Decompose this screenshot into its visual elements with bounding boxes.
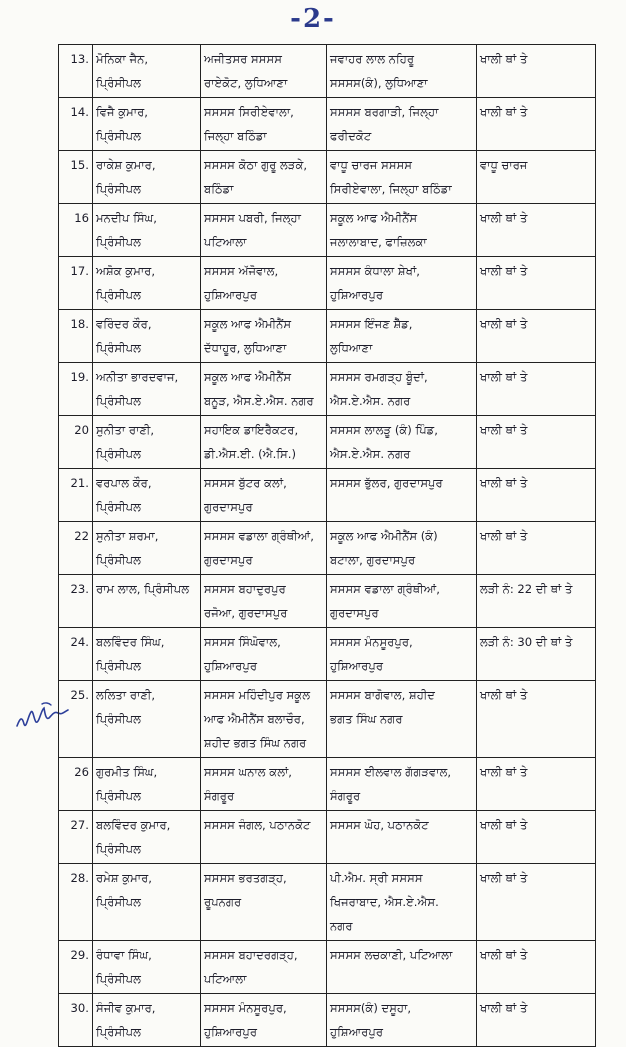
name-cell: ਸੁਨੀਤਾ ਸ਼ਰਮਾ, ਪ੍ਰਿੰਸੀਪਲ: [93, 522, 201, 575]
serial-number-cell: 30.: [59, 994, 93, 1047]
name-cell: ਸੁਨੀਤਾ ਰਾਣੀ, ਪ੍ਰਿੰਸੀਪਲ: [93, 416, 201, 469]
remark-cell: ਖਾਲੀ ਥਾਂ ਤੇ: [477, 994, 596, 1047]
serial-number-cell: 20: [59, 416, 93, 469]
serial-number-cell: 26: [59, 758, 93, 811]
serial-number-cell: 21.: [59, 469, 93, 522]
from-school-cell: ਸਕੂਲ ਆਫ ਐਮੀਨੈਂਸ ਬਨੂੜ, ਐਸ.ਏ.ਐਸ. ਨਗਰ: [201, 363, 327, 416]
from-school-cell: ਸਸਸਸ ਜੰਗਲ, ਪਠਾਨਕੋਟ: [201, 811, 327, 864]
from-school-cell: ਸਹਾਇਕ ਡਾਇਰੈਕਟਰ, ਡੀ.ਐਸ.ਈ. (ਐ.ਸਿ.): [201, 416, 327, 469]
name-cell: ਰਾਮ ਲਾਲ, ਪ੍ਰਿੰਸੀਪਲ: [93, 575, 201, 628]
to-school-cell: ਸਸਸਸ ਕੰਧਾਲਾ ਸ਼ੇਖਾਂ, ਹੁਸ਼ਿਆਰਪੁਰ: [327, 257, 477, 310]
to-school-cell: ਸਸਸਸ ਲਚਕਾਣੀ, ਪਟਿਆਲਾ: [327, 941, 477, 994]
remark-cell: ਖਾਲੀ ਥਾਂ ਤੇ: [477, 416, 596, 469]
from-school-cell: ਸਸਸਸ ਭਰਤਗੜ੍ਹ, ਰੂਪਨਗਰ: [201, 864, 327, 941]
table-row: [59, 469, 596, 522]
from-school-cell: ਸਸਸਸ ਮੰਨਸੂਰਪੁਰ, ਹੁਸ਼ਿਆਰਪੁਰ: [201, 994, 327, 1047]
serial-number-cell: 18.: [59, 310, 93, 363]
remark-cell: ਲੜੀ ਨੰ: 30 ਦੀ ਥਾਂ ਤੇ: [477, 628, 596, 681]
serial-number-cell: 28.: [59, 864, 93, 941]
remark-cell: ਖਾਲੀ ਥਾਂ ਤੇ: [477, 45, 596, 98]
table-row: [59, 257, 596, 310]
table-row: [59, 628, 596, 681]
to-school-cell: ਜਵਾਹਰ ਲਾਲ ਨਹਿਰੂ ਸਸਸਸ(ਕੰ), ਲੁਧਿਆਣਾ: [327, 45, 477, 98]
name-cell: ਗੁਰਮੀਤ ਸਿੰਘ, ਪ੍ਰਿੰਸੀਪਲ: [93, 758, 201, 811]
serial-number-cell: 29.: [59, 941, 93, 994]
remark-cell: ਖਾਲੀ ਥਾਂ ਤੇ: [477, 758, 596, 811]
to-school-cell: ਵਾਧੂ ਚਾਰਜ ਸਸਸਸ ਸਿਰੀਏਵਾਲਾ, ਜਿਲ੍ਹਾ ਬਠਿੰਡਾ: [327, 151, 477, 204]
to-school-cell: ਸਸਸਸ ਵਡਾਲਾ ਗ੍ਰੰਥੀਆਂ, ਗੁਰਦਾਸਪੁਰ: [327, 575, 477, 628]
from-school-cell: ਸਸਸਸ ਸਿਰੀਏਵਾਲਾ, ਜਿਲ੍ਹਾ ਬਠਿੰਡਾ: [201, 98, 327, 151]
table-row: [59, 310, 596, 363]
to-school-cell: ਸਸਸਸ ਬਰਗਾੜੀ, ਜਿਲ੍ਹਾ ਫਰੀਦਕੋਟ: [327, 98, 477, 151]
name-cell: ਬਲਵਿੰਦਰ ਕੁਮਾਰ, ਪ੍ਰਿੰਸੀਪਲ: [93, 811, 201, 864]
table-row: [59, 522, 596, 575]
table-row: [59, 45, 596, 98]
name-cell: ਬਲਵਿੰਦਰ ਸਿੰਘ, ਪ੍ਰਿੰਸੀਪਲ: [93, 628, 201, 681]
to-school-cell: ਸਸਸਸ ਭੁੱਲਰ, ਗੁਰਦਾਸਪੁਰ: [327, 469, 477, 522]
table-row: [59, 151, 596, 204]
remark-cell: ਖਾਲੀ ਥਾਂ ਤੇ: [477, 257, 596, 310]
remark-cell: ਵਾਧੂ ਚਾਰਜ: [477, 151, 596, 204]
table-row: [59, 941, 596, 994]
to-school-cell: ਸਕੂਲ ਆਫ ਐਮੀਨੈਂਸ ਜਲਾਲਾਬਾਦ, ਫਾਜ਼ਿਲਕਾ: [327, 204, 477, 257]
remark-cell: ਖਾਲੀ ਥਾਂ ਤੇ: [477, 98, 596, 151]
from-school-cell: ਸਸਸਸ ਪਬਰੀ, ਜਿਲ੍ਹਾ ਪਟਿਆਲਾ: [201, 204, 327, 257]
remark-cell: ਖਾਲੀ ਥਾਂ ਤੇ: [477, 204, 596, 257]
serial-number-cell: 17.: [59, 257, 93, 310]
remark-cell: ਖਾਲੀ ਥਾਂ ਤੇ: [477, 681, 596, 758]
to-school-cell: ਸਸਸਸ ਰਮਗੜ੍ਹ ਬੂੰਦਾਂ, ਐਸ.ਏ.ਐਸ. ਨਗਰ: [327, 363, 477, 416]
from-school-cell: ਅਜੀਤਸਰ ਸਸਸਸ ਰਾਏਕੋਟ, ਲੁਧਿਆਣਾ: [201, 45, 327, 98]
serial-number-cell: 13.: [59, 45, 93, 98]
from-school-cell: ਸਕੂਲ ਆਫ ਐਮੀਨੈਂਸ ਦੱਧਾਹੂਰ, ਲੁਧਿਆਣਾ: [201, 310, 327, 363]
from-school-cell: ਸਸਸਸ ਬਹਾਦੁਰਪੁਰ ਰਜੋਆ, ਗੁਰਦਾਸਪੁਰ: [201, 575, 327, 628]
serial-number-cell: 16: [59, 204, 93, 257]
serial-number-cell: 25.: [59, 681, 93, 758]
serial-number-cell: 15.: [59, 151, 93, 204]
serial-number-cell: 14.: [59, 98, 93, 151]
serial-number-cell: 23.: [59, 575, 93, 628]
table-row: [59, 363, 596, 416]
to-school-cell: ਸਕੂਲ ਆਫ ਐਮੀਨੈਂਸ (ਕੰ) ਬਟਾਲਾ, ਗੁਰਦਾਸਪੁਰ: [327, 522, 477, 575]
name-cell: ਸੰਜੀਵ ਕੁਮਾਰ, ਪ੍ਰਿੰਸੀਪਲ: [93, 994, 201, 1047]
to-school-cell: ਸਸਸਸ(ਕੰ) ਦਸੂਹਾ, ਹੁਸ਼ਿਆਰਪੁਰ: [327, 994, 477, 1047]
name-cell: ਵਿਜੈ ਕੁਮਾਰ, ਪ੍ਰਿੰਸੀਪਲ: [93, 98, 201, 151]
from-school-cell: ਸਸਸਸ ਘਨਾਲ ਕਲਾਂ, ਸੰਗਰੂਰ: [201, 758, 327, 811]
to-school-cell: ਸਸਸਸ ਈਲਵਾਲ ਗੱਗੜਵਾਲ, ਸੰਗਰੂਰ: [327, 758, 477, 811]
serial-number-cell: 22: [59, 522, 93, 575]
from-school-cell: ਸਸਸਸ ਬਹਾਦਰਗੜ੍ਹ, ਪਟਿਆਲਾ: [201, 941, 327, 994]
name-cell: ਅਨੀਤਾ ਭਾਰਦਵਾਜ, ਪ੍ਰਿੰਸੀਪਲ: [93, 363, 201, 416]
transfer-orders-table: [58, 44, 596, 1047]
remark-cell: ਖਾਲੀ ਥਾਂ ਤੇ: [477, 310, 596, 363]
remark-cell: ਖਾਲੀ ਥਾਂ ਤੇ: [477, 864, 596, 941]
name-cell: ਮਨਦੀਪ ਸਿੰਘ, ਪ੍ਰਿੰਸੀਪਲ: [93, 204, 201, 257]
table-row: [59, 811, 596, 864]
remark-cell: ਖਾਲੀ ਥਾਂ ਤੇ: [477, 363, 596, 416]
to-school-cell: ਸਸਸਸ ਇੰਜਣ ਸ਼ੈੱਡ, ਲੁਧਿਆਣਾ: [327, 310, 477, 363]
table-row: [59, 758, 596, 811]
from-school-cell: ਸਸਸਸ ਵਡਾਲਾ ਗ੍ਰੰਥੀਆਂ, ਗੁਰਦਾਸਪੁਰ: [201, 522, 327, 575]
name-cell: ਵਰਪਾਲ ਕੌਰ, ਪ੍ਰਿੰਸੀਪਲ: [93, 469, 201, 522]
table-row: [59, 681, 596, 758]
table-row: [59, 994, 596, 1047]
table-row: [59, 575, 596, 628]
table-row: [59, 204, 596, 257]
name-cell: ਰੰਧਾਵਾ ਸਿੰਘ, ਪ੍ਰਿੰਸੀਪਲ: [93, 941, 201, 994]
page-number: -2-: [290, 4, 336, 34]
from-school-cell: ਸਸਸਸ ਸਿੰਘੋਵਾਲ, ਹੁਸ਼ਿਆਰਪੁਰ: [201, 628, 327, 681]
remark-cell: ਲੜੀ ਨੰ: 22 ਦੀ ਥਾਂ ਤੇ: [477, 575, 596, 628]
to-school-cell: ਪੀ.ਐਮ. ਸ੍ਰੀ ਸਸਸਸ ਖਿਜਰਾਬਾਦ, ਐਸ.ਏ.ਐਸ. ਨਗਰ: [327, 864, 477, 941]
to-school-cell: ਸਸਸਸ ਬਾਗੋਵਾਲ, ਸ਼ਹੀਦ ਭਗਤ ਸਿੰਘ ਨਗਰ: [327, 681, 477, 758]
table-row: [59, 416, 596, 469]
table-row: [59, 864, 596, 941]
name-cell: ਰਾਕੇਸ਼ ਕੁਮਾਰ, ਪ੍ਰਿੰਸੀਪਲ: [93, 151, 201, 204]
from-school-cell: ਸਸਸਸ ਕੋਠਾ ਗੁਰੂ ਲੜਕੇ, ਬਠਿੰਡਾ: [201, 151, 327, 204]
from-school-cell: ਸਸਸਸ ਬੁੱਟਰ ਕਲਾਂ, ਗੁਰਦਾਸਪੁਰ: [201, 469, 327, 522]
name-cell: ਮੋਨਿਕਾ ਜੈਨ, ਪ੍ਰਿੰਸੀਪਲ: [93, 45, 201, 98]
name-cell: ਅਸ਼ੋਕ ਕੁਮਾਰ, ਪ੍ਰਿੰਸੀਪਲ: [93, 257, 201, 310]
serial-number-cell: 24.: [59, 628, 93, 681]
name-cell: ਰਮੇਸ਼ ਕੁਮਾਰ, ਪ੍ਰਿੰਸੀਪਲ: [93, 864, 201, 941]
to-school-cell: ਸਸਸਸ ਮੰਨਸੂਰਪੁਰ, ਹੁਸ਼ਿਆਰਪੁਰ: [327, 628, 477, 681]
to-school-cell: ਸਸਸਸ ਘੋਹ, ਪਠਾਨਕੋਟ: [327, 811, 477, 864]
table-row: [59, 98, 596, 151]
serial-number-cell: 27.: [59, 811, 93, 864]
to-school-cell: ਸਸਸਸ ਲਾਲੜੂ (ਕੰ) ਪਿੰਡ, ਐਸ.ਏ.ਐਸ. ਨਗਰ: [327, 416, 477, 469]
remark-cell: ਖਾਲੀ ਥਾਂ ਤੇ: [477, 811, 596, 864]
remark-cell: ਖਾਲੀ ਥਾਂ ਤੇ: [477, 941, 596, 994]
name-cell: ਲਲਿਤਾ ਰਾਣੀ, ਪ੍ਰਿੰਸੀਪਲ: [93, 681, 201, 758]
serial-number-cell: 19.: [59, 363, 93, 416]
remark-cell: ਖਾਲੀ ਥਾਂ ਤੇ: [477, 522, 596, 575]
from-school-cell: ਸਸਸਸ ਅੱਜੋਵਾਲ, ਹੁਸ਼ਿਆਰਪੁਰ: [201, 257, 327, 310]
remark-cell: ਖਾਲੀ ਥਾਂ ਤੇ: [477, 469, 596, 522]
name-cell: ਵਰਿੰਦਰ ਕੌਰ, ਪ੍ਰਿੰਸੀਪਲ: [93, 310, 201, 363]
from-school-cell: ਸਸਸਸ ਮਹਿੰਦੀਪੁਰ ਸਕੂਲ ਆਫ ਐਮੀਨੈਂਸ ਬਲਾਚੌਰ, ਸ਼ਹੀਦ ਭਗਤ ਸਿੰਘ ਨਗਰ: [201, 681, 327, 758]
